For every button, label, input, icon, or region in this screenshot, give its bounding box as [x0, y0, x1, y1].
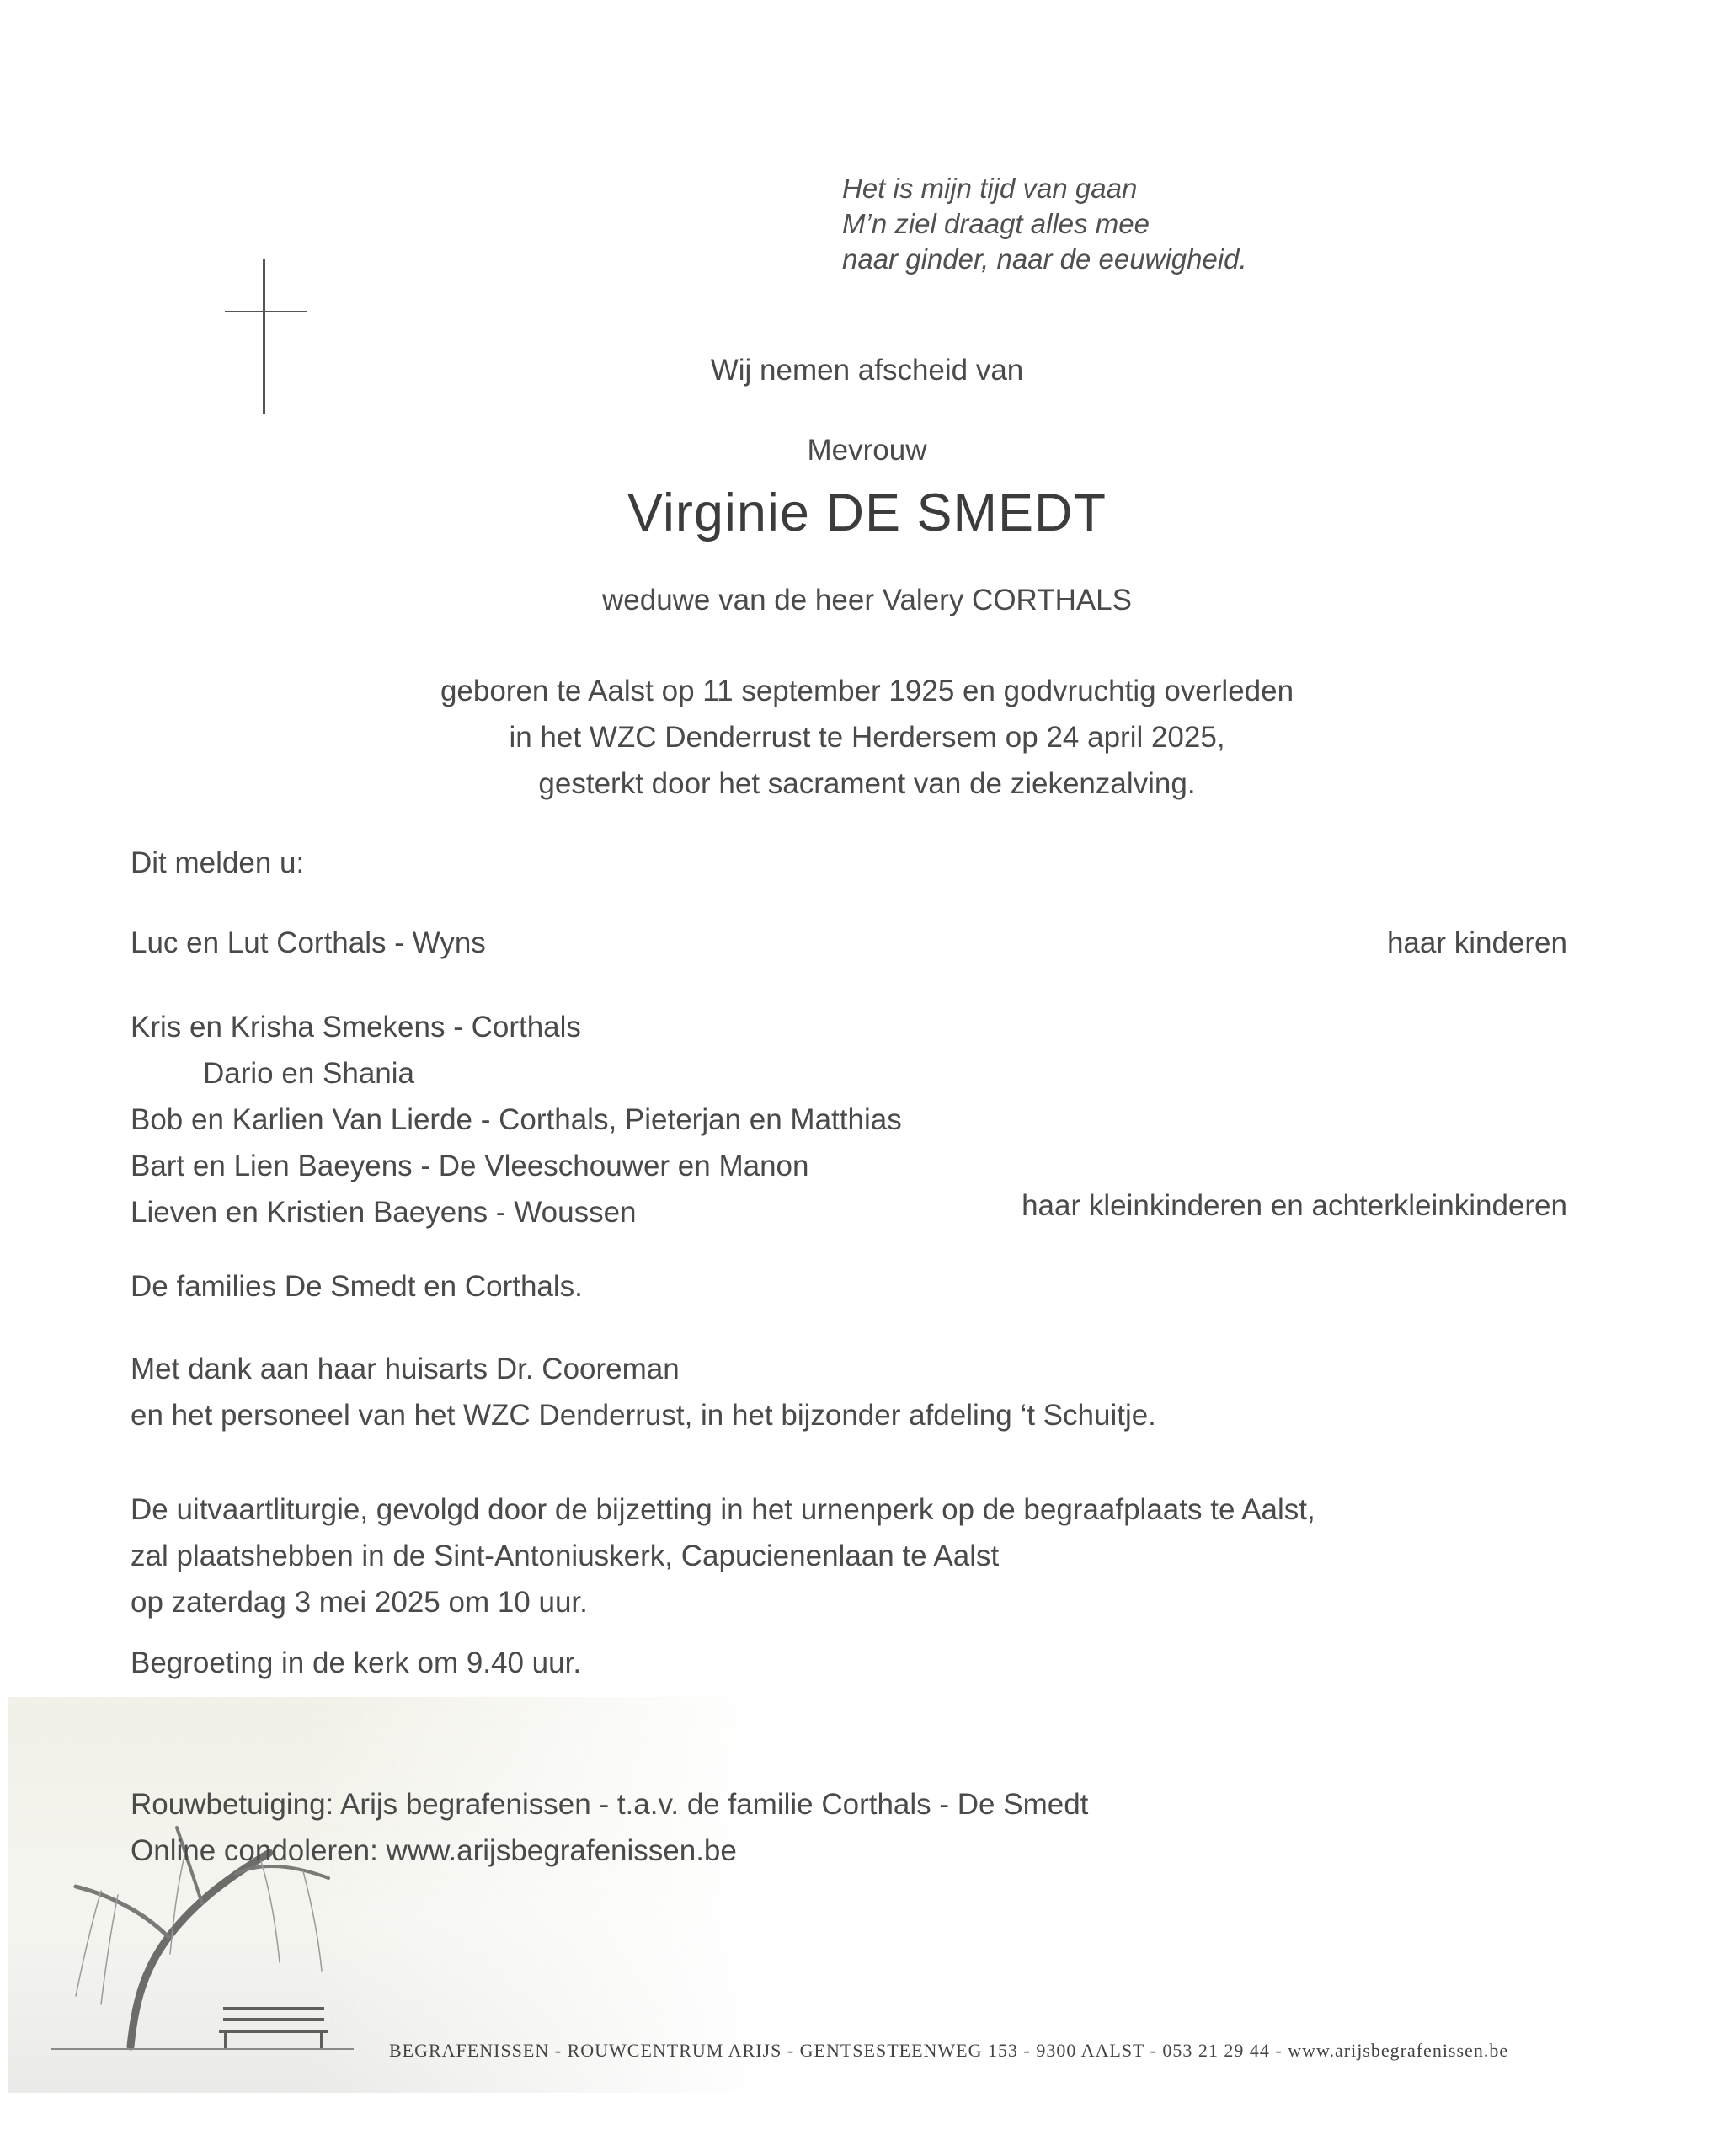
- children-role: haar kinderen: [1386, 926, 1567, 959]
- poem: [842, 171, 1247, 277]
- funeral-home-footer: BEGRAFENISSEN - ROUWCENTRUM ARIJS - GENTSESTEENWEG 153 - 9300 AALST - 053 21 29 44 - www.arijsbegrafenissen.be: [389, 2040, 1509, 2061]
- condolence-link[interactable]: Online condoleren: www.arijsbegrafenissen.be: [131, 1834, 737, 1867]
- grandchildren-line: Lieven en Kristien Baeyens - Woussen: [131, 1196, 637, 1229]
- birth-line: in het WZC Denderrust te Herdersem op 24 april 2025,: [509, 721, 1225, 754]
- grandchildren-role: haar kleinkinderen en achterkleinkinderen: [1022, 1189, 1567, 1222]
- deceased-name: Virginie DE SMEDT: [627, 483, 1107, 542]
- ceremony-line: zal plaatshebben in de Sint-Antoniuskerk, Capucienenlaan te Aalst: [131, 1540, 1000, 1572]
- condolence-line: Rouwbetuiging: Arijs begrafenissen - t.a.v. de familie Corthals - De Smedt: [131, 1788, 1089, 1821]
- honorific: Mevrouw: [807, 434, 927, 467]
- thanks-block: [131, 1346, 1156, 1438]
- families-line: De families De Smedt en Corthals.: [131, 1270, 583, 1303]
- condolence-block: [131, 1781, 1088, 1874]
- birth-death-details: [0, 668, 1734, 807]
- ceremony-line: op zaterdag 3 mei 2025 om 10 uur.: [131, 1586, 588, 1619]
- grandchildren-list: [131, 1004, 902, 1235]
- children-names: Luc en Lut Corthals - Wyns: [131, 926, 486, 959]
- intro-text: Wij nemen afscheid van: [710, 354, 1024, 387]
- grandchildren-line: Kris en Krisha Smekens - Corthals: [131, 1011, 581, 1043]
- birth-line: geboren te Aalst op 11 september 1925 en godvruchtig overleden: [440, 675, 1294, 707]
- grandchildren-line: Bart en Lien Baeyens - De Vleeschouwer en Manon: [131, 1150, 809, 1182]
- thanks-line: Met dank aan haar huisarts Dr. Cooreman: [131, 1353, 680, 1385]
- thanks-line: en het personeel van het WZC Denderrust, in het bijzonder afdeling ‘t Schuitje.: [131, 1399, 1156, 1432]
- poem-line: naar ginder, naar de eeuwigheid.: [842, 243, 1247, 275]
- birth-line: gesterkt door het sacrament van de ziekenzalving.: [538, 767, 1196, 800]
- ceremony-line: De uitvaartliturgie, gevolgd door de bijzetting in het urnenperk op de begraafplaats te Aalst,: [131, 1493, 1315, 1526]
- ceremony-block: [131, 1486, 1315, 1625]
- grandchildren-line: Dario en Shania: [203, 1057, 414, 1090]
- spouse-line: weduwe van de heer Valery CORTHALS: [601, 584, 1132, 616]
- poem-line: M’n ziel draagt alles mee: [842, 208, 1150, 239]
- greeting-line: Begroeting in de kerk om 9.40 uur.: [131, 1646, 582, 1679]
- grandchildren-line: Bob en Karlien Van Lierde - Corthals, Pieterjan en Matthias: [131, 1103, 902, 1136]
- announce-text: Dit melden u:: [131, 846, 305, 879]
- poem-line: Het is mijn tijd van gaan: [842, 173, 1138, 204]
